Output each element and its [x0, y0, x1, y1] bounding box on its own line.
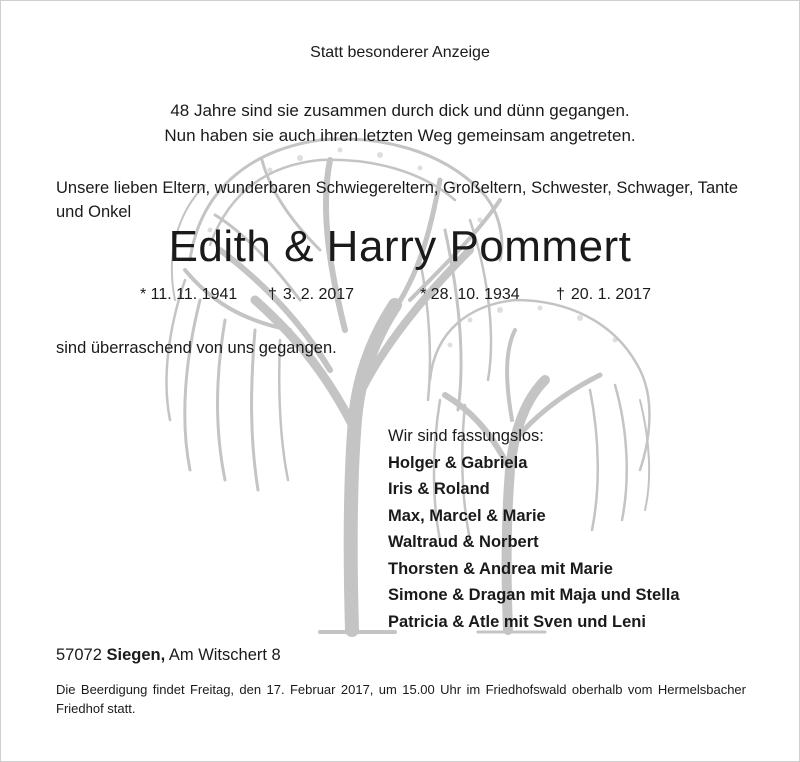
cross-icon: †	[556, 286, 565, 303]
address-zip: 57072	[56, 646, 102, 664]
mourner-item: Iris & Roland	[388, 480, 490, 498]
intro-text	[0, 98, 800, 148]
edith-death-date-value: 3. 2. 2017	[282, 286, 355, 303]
edith-birth-date: * 11. 11. 1941	[140, 286, 238, 303]
cross-icon: †	[268, 286, 277, 303]
mourner-item: Thorsten & Andrea mit Marie	[388, 559, 613, 578]
harry-death-date-value: 20. 1. 2017	[570, 286, 651, 303]
funeral-info: Die Beerdigung findet Freitag, den 17. Februar 2017, um 15.00 Uhr im Friedhofswald oberhalb vom Hermelsbacher Friedhof statt.	[56, 682, 746, 716]
parents-description: Unsere lieben Eltern, wunderbaren Schwiegereltern, Großeltern, Schwester, Schwager, Tante und Onkel	[56, 179, 739, 221]
intro-line-1: 48 Jahre sind sie zusammen durch dick und dünn gegangen.	[170, 101, 630, 120]
harry-birth-date: * 28. 10. 1934	[420, 286, 520, 303]
mourner-item: Max, Marcel & Marie	[388, 506, 546, 525]
family-address	[56, 646, 281, 665]
mourners-lead: Wir sind fassungslos:	[388, 427, 544, 445]
mourner-item: Patricia & Atle mit Sven und Leni	[388, 612, 646, 631]
mourner-item: Holger & Gabriela	[388, 453, 528, 472]
harry-death-date	[556, 286, 651, 304]
deceased-names: Edith & Harry Pommert	[168, 222, 632, 271]
edith-death-date	[268, 286, 354, 304]
mourner-item: Simone & Dragan mit Maja und Stella	[388, 586, 680, 604]
intro-line-2: Nun haben sie auch ihren letzten Weg gemeinsam angetreten.	[164, 126, 636, 145]
address-city: Siegen,	[106, 646, 166, 664]
mourner-item: Waltraud & Norbert	[388, 533, 539, 551]
notice-heading: Statt besonderer Anzeige	[310, 44, 490, 61]
address-street: Am Witschert 8	[168, 646, 281, 664]
passed-away-text: sind überraschend von uns gegangen.	[56, 339, 337, 357]
mourners-list	[388, 423, 680, 635]
